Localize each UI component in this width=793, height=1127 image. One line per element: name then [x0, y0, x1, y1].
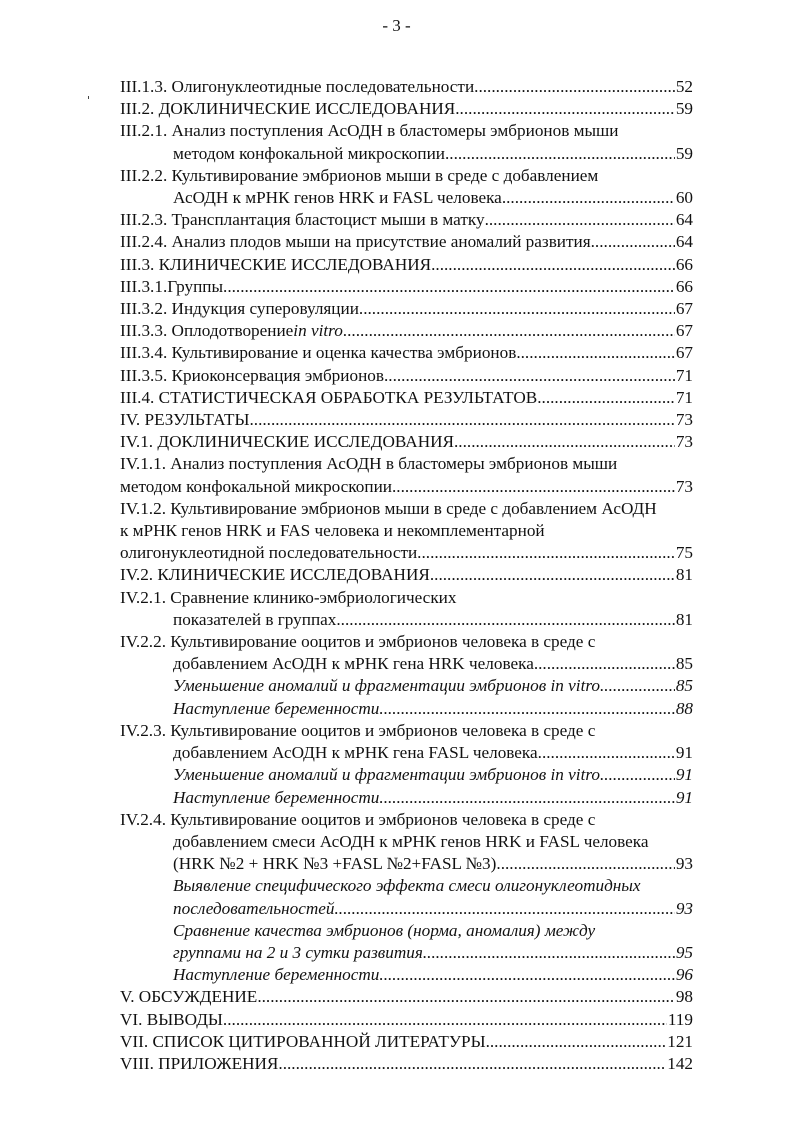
- toc-page-number: 81: [675, 565, 693, 585]
- toc-entry-title: методом конфокальной микроскопии: [173, 143, 445, 163]
- toc-entry: [120, 831, 693, 853]
- toc-page-number: 91: [675, 787, 693, 807]
- toc-leader-dots: [454, 431, 675, 453]
- toc-entry-title: III.3.5. Криоконсервация эмбрионов: [120, 365, 384, 385]
- toc-entry-title: добавлением АсОДН к мРНК гена HRK человека: [173, 654, 534, 674]
- toc-leader-dots: [379, 964, 674, 986]
- toc-entry: [120, 942, 693, 964]
- toc-page-number: 91: [675, 765, 693, 785]
- toc-page-number: 73: [675, 476, 693, 496]
- toc-leader-dots: [379, 787, 674, 809]
- toc-entry-title: III.3.2. Индукция суперовуляции: [120, 299, 359, 319]
- toc-entry-title: (HRK №2 + HRK №3 +FASL №2+FASL №3): [173, 854, 497, 874]
- toc-page-number: 73: [675, 410, 693, 430]
- toc-leader-dots: [600, 764, 675, 786]
- toc-entry: [120, 564, 693, 586]
- toc-leader-dots: [496, 853, 674, 875]
- toc-entry: [120, 298, 693, 320]
- toc-page-number: 52: [675, 77, 693, 96]
- toc-leader-dots: [600, 675, 675, 697]
- toc-page-number: 93: [675, 898, 693, 918]
- toc-entry-title: III.2. ДОКЛИНИЧЕСКИЕ ИССЛЕДОВАНИЯ: [120, 99, 456, 119]
- toc-entry: [120, 542, 693, 564]
- toc-entry: [120, 120, 693, 142]
- toc-leader-dots: [223, 276, 675, 298]
- toc-entry-title: III.1.3. Олигонуклеотидные последовательности: [120, 77, 475, 96]
- toc-leader-dots: [486, 1031, 667, 1053]
- toc-entry-title: IV.1.2. Культивирование эмбрионов мыши в среде с добавлением АсОДН: [120, 498, 657, 518]
- toc-page-number: 91: [675, 743, 693, 763]
- toc-entry-title: добавлением смеси АсОДН к мРНК генов HRK и FASL человека: [173, 831, 649, 851]
- toc-leader-dots: [423, 942, 675, 964]
- toc-entry: [120, 76, 693, 98]
- toc-page-number: 98: [675, 987, 693, 1007]
- toc-entry: [120, 698, 693, 720]
- toc-entry: [120, 453, 693, 475]
- toc-entry: [120, 387, 693, 409]
- toc-entry-title: Сравнение качества эмбрионов (норма, аномалия) между: [173, 920, 596, 940]
- toc-entry-title: Наступление беременности: [173, 787, 380, 807]
- toc-entry-title: методом конфокальной микроскопии: [120, 476, 392, 496]
- toc-entry: [120, 809, 693, 831]
- toc-page-number: 66: [675, 254, 693, 274]
- toc-entry-title: олигонуклеотидной последовательности: [120, 543, 418, 563]
- toc-entry: [120, 365, 693, 387]
- toc-leader-dots: [384, 365, 675, 387]
- toc-entry: [120, 98, 693, 120]
- toc-leader-dots: [474, 76, 675, 98]
- toc-entry-title: IV.1.1. Анализ поступления АсОДН в бластомеры эмбрионов мыши: [120, 454, 618, 474]
- toc-entry: [120, 320, 693, 342]
- toc-entry-title: III.4. СТАТИСТИЧЕСКАЯ ОБРАБОТКА РЕЗУЛЬТАТОВ: [120, 387, 538, 407]
- toc-entry: [120, 165, 693, 187]
- toc-leader-dots: [538, 742, 675, 764]
- toc-entry-title: VI. ВЫВОДЫ: [120, 1009, 223, 1029]
- toc-entry-title: III.3.4. Культивирование и оценка качества эмбрионов: [120, 343, 517, 363]
- toc-page-number: 142: [667, 1053, 693, 1073]
- toc-leader-dots: [343, 320, 675, 342]
- toc-page-number: 88: [675, 698, 693, 718]
- toc-leader-dots: [455, 98, 675, 120]
- toc-leader-dots: [223, 1009, 667, 1031]
- toc-entry-title: Выявление специфического эффекта смеси олигонуклеотидных: [173, 876, 641, 896]
- toc-leader-dots: [534, 653, 675, 675]
- toc-entry-title: III.3. КЛИНИЧЕСКИЕ ИССЛЕДОВАНИЯ: [120, 254, 432, 274]
- toc-entry: [120, 720, 693, 742]
- toc-page-number: 73: [675, 432, 693, 452]
- toc-entry: [120, 853, 693, 875]
- toc-page-number: 81: [675, 609, 693, 629]
- toc-leader-dots: [249, 409, 674, 431]
- toc-entry: [120, 875, 693, 897]
- toc-entry: [120, 675, 693, 697]
- toc-entry: [120, 276, 693, 298]
- toc-leader-dots: [445, 143, 675, 165]
- toc-entry-title: IV.2.1. Сравнение клинико-эмбриологических: [120, 587, 457, 607]
- toc-page-number: 96: [675, 965, 693, 985]
- toc-page-number: 121: [667, 1031, 693, 1051]
- toc-entry-title: Наступление беременности: [173, 698, 380, 718]
- toc-entry-title: VIII. ПРИЛОЖЕНИЯ: [120, 1053, 279, 1073]
- toc-entry: [120, 1009, 693, 1031]
- toc-entry: [120, 653, 693, 675]
- toc-entry: [120, 964, 693, 986]
- toc-entry: [120, 764, 693, 786]
- toc-entry: [120, 520, 693, 542]
- toc-page-number: 60: [675, 188, 693, 208]
- toc-page-number: 66: [675, 276, 693, 296]
- toc-entry: [120, 1031, 693, 1053]
- toc-entry-title: III.3.3. Оплодотворение: [120, 321, 294, 341]
- toc-entry-title: Уменьшение аномалий и фрагментации эмбрионов in vitro: [173, 676, 600, 696]
- toc-entry-title: группами на 2 и 3 сутки развития: [173, 942, 423, 962]
- toc-leader-dots: [257, 986, 675, 1008]
- toc-entry: [120, 187, 693, 209]
- toc-entry-title: III.2.2. Культивирование эмбрионов мыши в среде с добавлением: [120, 165, 599, 185]
- toc-entry: [120, 231, 693, 253]
- toc-leader-dots: [431, 254, 675, 276]
- toc-leader-dots: [359, 298, 675, 320]
- toc-entry: [120, 898, 693, 920]
- toc-page-number: 119: [667, 1009, 693, 1029]
- toc-page-number: 93: [675, 854, 693, 874]
- toc-page-number: 64: [675, 210, 693, 230]
- scan-mark: [88, 96, 89, 99]
- toc-entry: [120, 631, 693, 653]
- toc-entry: [120, 342, 693, 364]
- toc-entry: [120, 409, 693, 431]
- toc-leader-dots: [430, 564, 675, 586]
- toc-entry: [120, 587, 693, 609]
- toc-leader-dots: [379, 698, 674, 720]
- toc-leader-dots: [485, 209, 675, 231]
- toc-entry-title: IV. РЕЗУЛЬТАТЫ: [120, 410, 250, 430]
- toc-page-number: 67: [675, 299, 693, 319]
- toc-entry-title: IV.2. КЛИНИЧЕСКИЕ ИССЛЕДОВАНИЯ: [120, 565, 430, 585]
- toc-entry: [120, 254, 693, 276]
- toc-entry-title: III.2.3. Трансплантация бластоцист мыши в матку: [120, 210, 485, 230]
- toc-page-number: 85: [675, 654, 693, 674]
- page-number: - 3 -: [382, 16, 411, 35]
- toc-page-number: 67: [675, 321, 693, 341]
- toc-page-number: 85: [675, 676, 693, 696]
- toc-entry-title-italic: in vitro: [293, 321, 343, 341]
- toc-entry: [120, 431, 693, 453]
- table-of-contents: [120, 76, 693, 1075]
- toc-entry: [120, 476, 693, 498]
- toc-page-number: 75: [675, 543, 693, 563]
- toc-leader-dots: [336, 609, 674, 631]
- toc-entry-title: последовательностей: [173, 898, 335, 918]
- toc-leader-dots: [392, 476, 675, 498]
- toc-entry: [120, 1053, 693, 1075]
- toc-entry-title: АсОДН к мРНК генов HRK и FASL человека: [173, 188, 502, 208]
- toc-entry-title: V. ОБСУЖДЕНИЕ: [120, 987, 258, 1007]
- toc-entry: [120, 986, 693, 1008]
- toc-leader-dots: [417, 542, 675, 564]
- toc-page-number: 71: [675, 387, 693, 407]
- toc-entry: [120, 787, 693, 809]
- toc-entry: [120, 498, 693, 520]
- toc-entry: [120, 143, 693, 165]
- toc-page-number: 64: [675, 232, 693, 252]
- toc-leader-dots: [537, 387, 675, 409]
- toc-leader-dots: [516, 342, 674, 364]
- toc-entry-title: Наступление беременности: [173, 965, 380, 985]
- toc-leader-dots: [502, 187, 675, 209]
- toc-entry-title: показателей в группах: [173, 609, 337, 629]
- toc-entry: [120, 609, 693, 631]
- toc-page-number: 59: [675, 99, 693, 119]
- toc-entry: [120, 920, 693, 942]
- toc-entry: [120, 742, 693, 764]
- toc-entry-title: III.3.1.Группы: [120, 276, 224, 296]
- toc-entry-title: Уменьшение аномалий и фрагментации эмбрионов in vitro: [173, 765, 600, 785]
- toc-page-number: 59: [675, 143, 693, 163]
- toc-page-number: 67: [675, 343, 693, 363]
- toc-page-number: 71: [675, 365, 693, 385]
- toc-page-number: 95: [675, 942, 693, 962]
- toc-entry-title: III.2.4. Анализ плодов мыши на присутствие аномалий развития: [120, 232, 591, 252]
- toc-entry: [120, 209, 693, 231]
- toc-leader-dots: [278, 1053, 666, 1075]
- toc-entry-title: IV.2.2. Культивирование ооцитов и эмбрионов человека в среде с: [120, 632, 596, 652]
- toc-entry-title: IV.1. ДОКЛИНИЧЕСКИЕ ИССЛЕДОВАНИЯ: [120, 432, 454, 452]
- toc-entry-title: IV.2.3. Культивирование ооцитов и эмбрионов человека в среде с: [120, 720, 596, 740]
- toc-entry-title: III.2.1. Анализ поступления АсОДН в бластомеры эмбрионов мыши: [120, 121, 619, 141]
- toc-entry-title: IV.2.4. Культивирование ооцитов и эмбрионов человека в среде с: [120, 809, 596, 829]
- toc-entry-title: к мРНК генов HRK и FAS человека и некомплементарной: [120, 521, 545, 541]
- toc-entry-title: добавлением АсОДН к мРНК гена FASL человека: [173, 743, 538, 763]
- toc-leader-dots: [591, 231, 675, 253]
- toc-entry-title: VII. СПИСОК ЦИТИРОВАННОЙ ЛИТЕРАТУРЫ: [120, 1031, 486, 1051]
- toc-leader-dots: [334, 898, 674, 920]
